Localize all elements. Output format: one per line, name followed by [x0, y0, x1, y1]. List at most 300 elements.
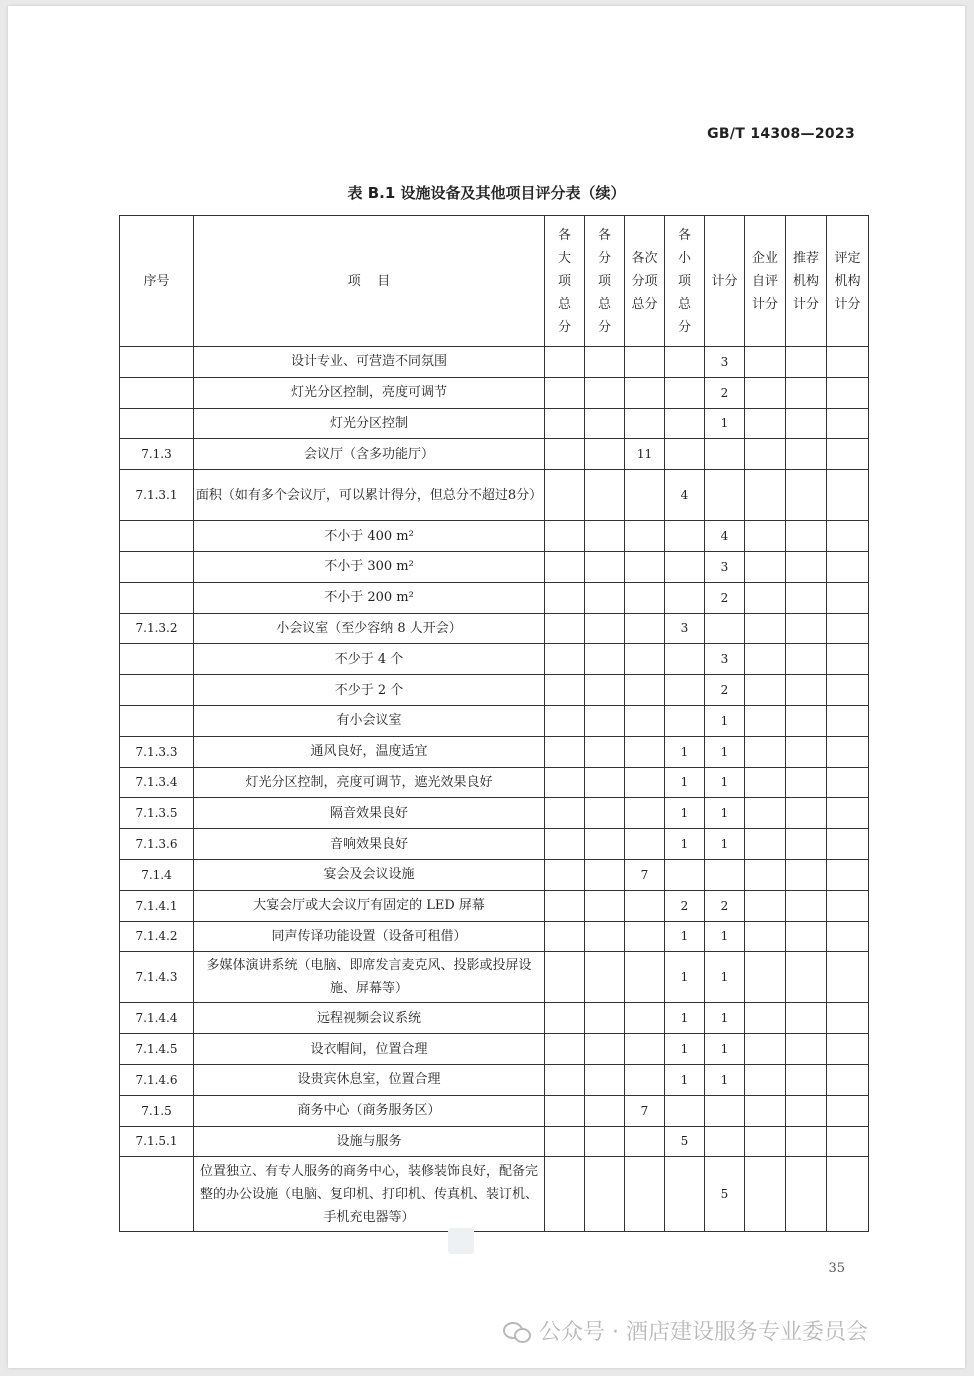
recommend-score-cell	[786, 1064, 827, 1095]
score-cell: 5	[705, 1157, 745, 1232]
major-total-cell	[545, 829, 585, 860]
major-total-cell	[545, 1003, 585, 1034]
table-row	[120, 736, 869, 767]
row-item-cell: 设衣帽间，位置合理	[194, 1034, 545, 1065]
assess-score-cell	[827, 705, 869, 736]
sub-total-cell	[585, 551, 625, 582]
assess-score-cell	[827, 582, 869, 613]
self-score-cell	[745, 439, 786, 470]
table-row	[120, 859, 869, 890]
secondary-total-cell: 11	[625, 439, 665, 470]
secondary-total-cell	[625, 470, 665, 521]
self-score-cell	[745, 1003, 786, 1034]
row-number-cell: 7.1.4	[120, 859, 194, 890]
minor-total-cell	[665, 1095, 705, 1126]
recommend-score-cell	[786, 767, 827, 798]
row-number-cell: 7.1.3.6	[120, 829, 194, 860]
assess-score-cell	[827, 1064, 869, 1095]
self-score-cell	[745, 1034, 786, 1065]
recommend-score-cell	[786, 551, 827, 582]
scan-artifact	[448, 1228, 474, 1254]
row-number-cell: 7.1.3	[120, 439, 194, 470]
assess-score-cell	[827, 1126, 869, 1157]
recommend-score-cell	[786, 1157, 827, 1232]
self-score-cell	[745, 470, 786, 521]
assess-score-cell	[827, 736, 869, 767]
assess-score-cell	[827, 470, 869, 521]
score-cell: 2	[705, 377, 745, 408]
recommend-score-cell	[786, 470, 827, 521]
minor-total-cell: 1	[665, 1034, 705, 1065]
sub-total-cell	[585, 1095, 625, 1126]
secondary-total-cell	[625, 521, 665, 552]
row-item-cell: 同声传译功能设置（设备可租借）	[194, 921, 545, 952]
minor-total-cell	[665, 439, 705, 470]
self-score-cell	[745, 1095, 786, 1126]
table-row	[120, 921, 869, 952]
row-number-cell	[120, 675, 194, 706]
score-cell: 1	[705, 952, 745, 1003]
sub-total-cell	[585, 347, 625, 378]
row-item-cell: 不小于 400 m²	[194, 521, 545, 552]
assess-score-cell	[827, 921, 869, 952]
row-number-cell	[120, 705, 194, 736]
score-cell: 3	[705, 551, 745, 582]
row-item-cell: 商务中心（商务服务区）	[194, 1095, 545, 1126]
assess-score-cell	[827, 829, 869, 860]
col-header-recommend-score: 推荐机构计分	[786, 216, 827, 347]
minor-total-cell	[665, 582, 705, 613]
self-score-cell	[745, 347, 786, 378]
score-cell: 1	[705, 829, 745, 860]
major-total-cell	[545, 1034, 585, 1065]
self-score-cell	[745, 890, 786, 921]
col-header-no: 序号	[120, 216, 194, 347]
row-item-cell: 不小于 200 m²	[194, 582, 545, 613]
standard-code: GB/T 14308—2023	[707, 126, 855, 142]
sub-total-cell	[585, 1064, 625, 1095]
minor-total-cell	[665, 347, 705, 378]
major-total-cell	[545, 1095, 585, 1126]
recommend-score-cell	[786, 644, 827, 675]
major-total-cell	[545, 1064, 585, 1095]
score-cell: 2	[705, 890, 745, 921]
table-row	[120, 521, 869, 552]
minor-total-cell: 1	[665, 1003, 705, 1034]
table-row	[120, 829, 869, 860]
major-total-cell	[545, 613, 585, 644]
secondary-total-cell: 7	[625, 1095, 665, 1126]
sub-total-cell	[585, 582, 625, 613]
minor-total-cell: 1	[665, 921, 705, 952]
sub-total-cell	[585, 470, 625, 521]
minor-total-cell: 1	[665, 1064, 705, 1095]
table-row	[120, 1034, 869, 1065]
row-item-cell: 隔音效果良好	[194, 798, 545, 829]
major-total-cell	[545, 644, 585, 675]
score-cell	[705, 439, 745, 470]
assess-score-cell	[827, 798, 869, 829]
major-total-cell	[545, 408, 585, 439]
major-total-cell	[545, 921, 585, 952]
assess-score-cell	[827, 644, 869, 675]
minor-total-cell: 2	[665, 890, 705, 921]
sub-total-cell	[585, 1126, 625, 1157]
secondary-total-cell	[625, 890, 665, 921]
major-total-cell	[545, 767, 585, 798]
table-row	[120, 1126, 869, 1157]
sub-total-cell	[585, 377, 625, 408]
self-score-cell	[745, 859, 786, 890]
row-number-cell	[120, 582, 194, 613]
score-cell: 1	[705, 1064, 745, 1095]
sub-total-cell	[585, 644, 625, 675]
row-item-cell: 大宴会厅或大会议厅有固定的 LED 屏幕	[194, 890, 545, 921]
minor-total-cell: 1	[665, 736, 705, 767]
minor-total-cell: 1	[665, 767, 705, 798]
row-item-cell: 通风良好，温度适宜	[194, 736, 545, 767]
assess-score-cell	[827, 408, 869, 439]
page-number: 35	[828, 1261, 845, 1276]
score-cell	[705, 859, 745, 890]
recommend-score-cell	[786, 1095, 827, 1126]
secondary-total-cell	[625, 1003, 665, 1034]
row-number-cell	[120, 1157, 194, 1232]
secondary-total-cell: 7	[625, 859, 665, 890]
score-cell: 1	[705, 798, 745, 829]
row-item-cell: 不少于 4 个	[194, 644, 545, 675]
major-total-cell	[545, 347, 585, 378]
self-score-cell	[745, 921, 786, 952]
row-number-cell: 7.1.4.5	[120, 1034, 194, 1065]
secondary-total-cell	[625, 675, 665, 706]
self-score-cell	[745, 613, 786, 644]
minor-total-cell	[665, 859, 705, 890]
major-total-cell	[545, 952, 585, 1003]
recommend-score-cell	[786, 890, 827, 921]
self-score-cell	[745, 798, 786, 829]
self-score-cell	[745, 1126, 786, 1157]
score-cell: 1	[705, 705, 745, 736]
row-number-cell	[120, 521, 194, 552]
score-cell: 1	[705, 1003, 745, 1034]
self-score-cell	[745, 767, 786, 798]
score-cell	[705, 1126, 745, 1157]
secondary-total-cell	[625, 1157, 665, 1232]
secondary-total-cell	[625, 582, 665, 613]
minor-total-cell: 4	[665, 470, 705, 521]
assess-score-cell	[827, 551, 869, 582]
row-item-cell: 位置独立、有专人服务的商务中心，装修装饰良好，配备完整的办公设施（电脑、复印机、打印机、传真机、装订机、手机充电器等）	[194, 1157, 545, 1232]
row-number-cell: 7.1.3.4	[120, 767, 194, 798]
assess-score-cell	[827, 1003, 869, 1034]
minor-total-cell: 5	[665, 1126, 705, 1157]
major-total-cell	[545, 705, 585, 736]
sub-total-cell	[585, 859, 625, 890]
score-cell: 1	[705, 1034, 745, 1065]
score-cell: 1	[705, 408, 745, 439]
major-total-cell	[545, 890, 585, 921]
self-score-cell	[745, 644, 786, 675]
recommend-score-cell	[786, 798, 827, 829]
sub-total-cell	[585, 952, 625, 1003]
row-item-cell: 远程视频会议系统	[194, 1003, 545, 1034]
score-cell	[705, 613, 745, 644]
row-item-cell: 有小会议室	[194, 705, 545, 736]
major-total-cell	[545, 582, 585, 613]
table-header-row	[120, 216, 869, 347]
col-header-minor-total: 各小项总分	[665, 216, 705, 347]
secondary-total-cell	[625, 767, 665, 798]
row-number-cell	[120, 644, 194, 675]
minor-total-cell	[665, 377, 705, 408]
table-row	[120, 439, 869, 470]
secondary-total-cell	[625, 736, 665, 767]
secondary-total-cell	[625, 705, 665, 736]
major-total-cell	[545, 1157, 585, 1232]
col-header-major-total: 各大项总分	[545, 216, 585, 347]
score-cell: 2	[705, 582, 745, 613]
row-number-cell: 7.1.4.1	[120, 890, 194, 921]
minor-total-cell	[665, 551, 705, 582]
table-row	[120, 347, 869, 378]
recommend-score-cell	[786, 921, 827, 952]
secondary-total-cell	[625, 551, 665, 582]
major-total-cell	[545, 736, 585, 767]
score-cell: 1	[705, 767, 745, 798]
score-cell: 1	[705, 921, 745, 952]
recommend-score-cell	[786, 521, 827, 552]
sub-total-cell	[585, 1003, 625, 1034]
table-row	[120, 1157, 869, 1232]
sub-total-cell	[585, 705, 625, 736]
row-item-cell: 灯光分区控制，亮度可调节	[194, 377, 545, 408]
secondary-total-cell	[625, 921, 665, 952]
table-row	[120, 705, 869, 736]
row-item-cell: 会议厅（含多功能厅）	[194, 439, 545, 470]
major-total-cell	[545, 1126, 585, 1157]
sub-total-cell	[585, 767, 625, 798]
major-total-cell	[545, 798, 585, 829]
row-item-cell: 设施与服务	[194, 1126, 545, 1157]
sub-total-cell	[585, 521, 625, 552]
table-row	[120, 377, 869, 408]
score-cell: 2	[705, 675, 745, 706]
score-cell: 3	[705, 347, 745, 378]
table-row	[120, 644, 869, 675]
watermark-text: 公众号 · 酒店建设服务专业委员会	[539, 1320, 868, 1345]
sub-total-cell	[585, 921, 625, 952]
secondary-total-cell	[625, 952, 665, 1003]
major-total-cell	[545, 675, 585, 706]
self-score-cell	[745, 736, 786, 767]
recommend-score-cell	[786, 613, 827, 644]
col-header-score: 计分	[705, 216, 745, 347]
sub-total-cell	[585, 439, 625, 470]
table-row	[120, 582, 869, 613]
secondary-total-cell	[625, 798, 665, 829]
recommend-score-cell	[786, 829, 827, 860]
table-row	[120, 1003, 869, 1034]
recommend-score-cell	[786, 347, 827, 378]
recommend-score-cell	[786, 408, 827, 439]
assess-score-cell	[827, 347, 869, 378]
row-number-cell: 7.1.3.2	[120, 613, 194, 644]
table-row	[120, 767, 869, 798]
score-table	[119, 215, 869, 1232]
assess-score-cell	[827, 1157, 869, 1232]
table-row	[120, 551, 869, 582]
table-row	[120, 890, 869, 921]
minor-total-cell	[665, 408, 705, 439]
minor-total-cell: 1	[665, 829, 705, 860]
sub-total-cell	[585, 890, 625, 921]
self-score-cell	[745, 675, 786, 706]
secondary-total-cell	[625, 829, 665, 860]
recommend-score-cell	[786, 705, 827, 736]
watermark	[503, 1315, 868, 1346]
row-number-cell: 7.1.3.5	[120, 798, 194, 829]
self-score-cell	[745, 582, 786, 613]
col-header-sub-total: 各分项总分	[585, 216, 625, 347]
recommend-score-cell	[786, 377, 827, 408]
row-item-cell: 设计专业、可营造不同氛围	[194, 347, 545, 378]
score-cell	[705, 1095, 745, 1126]
recommend-score-cell	[786, 736, 827, 767]
row-number-cell	[120, 347, 194, 378]
recommend-score-cell	[786, 1003, 827, 1034]
assess-score-cell	[827, 859, 869, 890]
wechat-icon	[503, 1320, 531, 1342]
row-number-cell: 7.1.5	[120, 1095, 194, 1126]
self-score-cell	[745, 829, 786, 860]
col-header-item: 项 目	[194, 216, 545, 347]
minor-total-cell	[665, 705, 705, 736]
row-item-cell: 设贵宾休息室，位置合理	[194, 1064, 545, 1095]
assess-score-cell	[827, 890, 869, 921]
table-row	[120, 952, 869, 1003]
secondary-total-cell	[625, 408, 665, 439]
major-total-cell	[545, 551, 585, 582]
major-total-cell	[545, 470, 585, 521]
col-header-self-score: 企业自评计分	[745, 216, 786, 347]
row-item-cell: 不少于 2 个	[194, 675, 545, 706]
assess-score-cell	[827, 1034, 869, 1065]
recommend-score-cell	[786, 1034, 827, 1065]
secondary-total-cell	[625, 1034, 665, 1065]
table-row	[120, 675, 869, 706]
row-number-cell	[120, 408, 194, 439]
table-row	[120, 1064, 869, 1095]
table-title: 表 B.1 设施设备及其他项目评分表（续）	[347, 184, 626, 202]
table-row	[120, 798, 869, 829]
major-total-cell	[545, 859, 585, 890]
row-number-cell: 7.1.3.1	[120, 470, 194, 521]
assess-score-cell	[827, 521, 869, 552]
sub-total-cell	[585, 675, 625, 706]
row-item-cell: 宴会及会议设施	[194, 859, 545, 890]
minor-total-cell	[665, 521, 705, 552]
row-number-cell: 7.1.4.4	[120, 1003, 194, 1034]
self-score-cell	[745, 1157, 786, 1232]
score-cell: 4	[705, 521, 745, 552]
recommend-score-cell	[786, 675, 827, 706]
table-row	[120, 408, 869, 439]
row-number-cell	[120, 551, 194, 582]
score-cell: 3	[705, 644, 745, 675]
table-row	[120, 613, 869, 644]
row-item-cell: 音响效果良好	[194, 829, 545, 860]
assess-score-cell	[827, 613, 869, 644]
secondary-total-cell	[625, 1064, 665, 1095]
secondary-total-cell	[625, 613, 665, 644]
sub-total-cell	[585, 1157, 625, 1232]
minor-total-cell: 3	[665, 613, 705, 644]
major-total-cell	[545, 439, 585, 470]
assess-score-cell	[827, 377, 869, 408]
table-row	[120, 1095, 869, 1126]
row-item-cell: 不小于 300 m²	[194, 551, 545, 582]
recommend-score-cell	[786, 582, 827, 613]
assess-score-cell	[827, 952, 869, 1003]
sub-total-cell	[585, 798, 625, 829]
score-cell: 1	[705, 736, 745, 767]
row-number-cell: 7.1.4.2	[120, 921, 194, 952]
col-header-secondary-total: 各次分项总分	[625, 216, 665, 347]
minor-total-cell	[665, 1157, 705, 1232]
sub-total-cell	[585, 829, 625, 860]
assess-score-cell	[827, 439, 869, 470]
sub-total-cell	[585, 1034, 625, 1065]
self-score-cell	[745, 551, 786, 582]
assess-score-cell	[827, 675, 869, 706]
self-score-cell	[745, 521, 786, 552]
score-cell	[705, 470, 745, 521]
sub-total-cell	[585, 408, 625, 439]
row-number-cell: 7.1.4.3	[120, 952, 194, 1003]
document-page	[8, 6, 965, 1368]
recommend-score-cell	[786, 1126, 827, 1157]
sub-total-cell	[585, 736, 625, 767]
minor-total-cell: 1	[665, 952, 705, 1003]
col-header-assess-score: 评定机构计分	[827, 216, 869, 347]
assess-score-cell	[827, 767, 869, 798]
row-number-cell: 7.1.5.1	[120, 1126, 194, 1157]
minor-total-cell	[665, 675, 705, 706]
secondary-total-cell	[625, 1126, 665, 1157]
recommend-score-cell	[786, 952, 827, 1003]
row-item-cell: 小会议室（至少容纳 8 人开会）	[194, 613, 545, 644]
row-number-cell: 7.1.4.6	[120, 1064, 194, 1095]
minor-total-cell	[665, 644, 705, 675]
row-item-cell: 灯光分区控制，亮度可调节，遮光效果良好	[194, 767, 545, 798]
row-number-cell	[120, 377, 194, 408]
table-body	[120, 347, 869, 1232]
assess-score-cell	[827, 1095, 869, 1126]
self-score-cell	[745, 1064, 786, 1095]
major-total-cell	[545, 521, 585, 552]
self-score-cell	[745, 408, 786, 439]
major-total-cell	[545, 377, 585, 408]
row-item-cell: 面积（如有多个会议厅，可以累计得分，但总分不超过8分）	[194, 470, 545, 521]
row-item-cell: 多媒体演讲系统（电脑、即席发言麦克风、投影或投屏设施、屏幕等）	[194, 952, 545, 1003]
row-item-cell: 灯光分区控制	[194, 408, 545, 439]
secondary-total-cell	[625, 644, 665, 675]
secondary-total-cell	[625, 377, 665, 408]
self-score-cell	[745, 705, 786, 736]
row-number-cell: 7.1.3.3	[120, 736, 194, 767]
recommend-score-cell	[786, 439, 827, 470]
